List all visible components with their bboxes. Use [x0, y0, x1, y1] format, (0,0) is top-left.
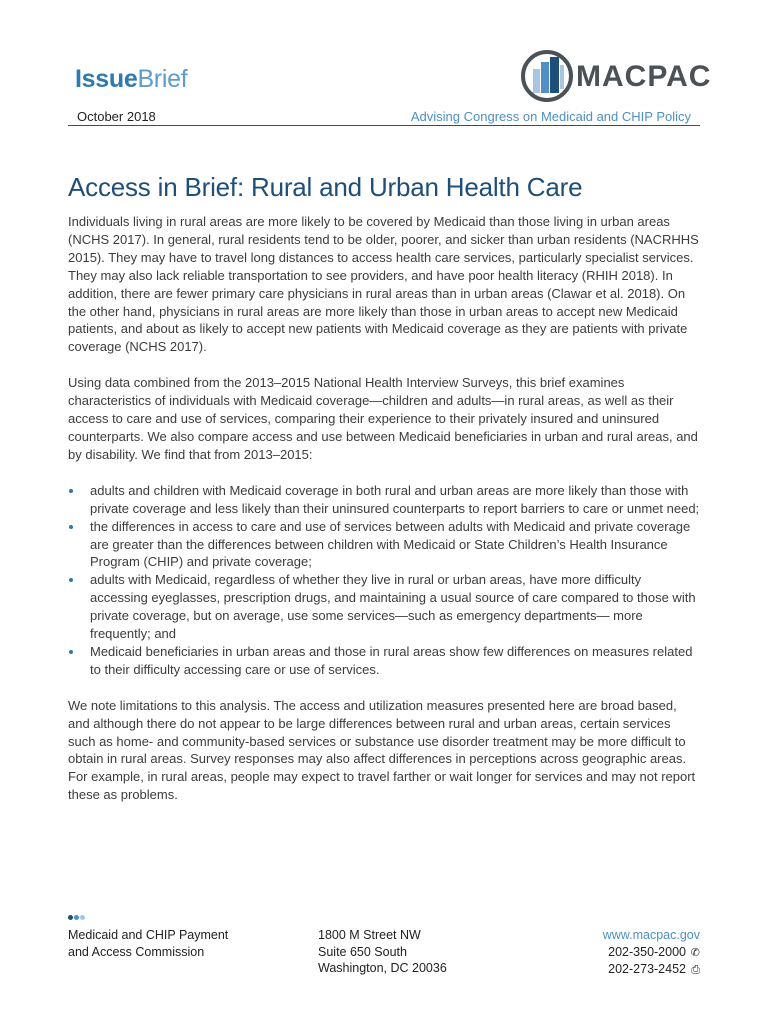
findings-list	[68, 482, 700, 679]
brand-brief: Brief	[137, 65, 188, 93]
finding-item: Medicaid beneficiaries in urban areas and those in rural areas show few differences on measures related to their difficulty accessing care or use of services.	[68, 643, 700, 679]
footer-dots	[68, 907, 86, 925]
page-title: Access in Brief: Rural and Urban Health Care	[68, 172, 583, 202]
footer-dot	[68, 915, 73, 920]
footer-organization	[68, 927, 228, 960]
macpac-wordmark: MACPAC	[576, 60, 712, 93]
website-link[interactable]: www.macpac.gov	[602, 928, 700, 942]
intro-paragraph: Individuals living in rural areas are more likely to be covered by Medicaid than those living in urban areas (NCHS 2017). In general, rural residents tend to be older, poorer, and sicker than urban residents (NACRHHS 2015). They may have to travel long distances to access health care services, particularly specialist services. They may also lack reliable transportation to see providers, and have poor health literacy (RHIH 2018). In addition, there are fewer primary care physicians in rural areas than in urban areas (Clawar et al. 2018). On the other hand, physicians in rural areas are more likely than those in urban areas to accept new Medicaid patients, and about as likely to accept new patients with Medicaid coverage as they are patients with private coverage (NCHS 2017).	[68, 214, 699, 355]
fax-icon: ⎙	[691, 964, 700, 976]
brand-issue: Issue	[75, 65, 138, 93]
fax-number: 202-273-2452	[608, 962, 686, 976]
address-line: 1800 M Street NW	[318, 928, 421, 942]
issue-date: October 2018	[77, 109, 156, 124]
footer-dot	[80, 915, 85, 920]
address-line: Washington, DC 20036	[318, 961, 447, 975]
org-line: Medicaid and CHIP Payment	[68, 928, 229, 942]
body-text	[68, 213, 700, 822]
finding-item: the differences in access to care and use of services between adults with Medicaid and private coverage are greater than the differences between children with Medicaid or State Children’s Health Insurance Program (CHIP) and private coverage;	[68, 518, 700, 572]
limitations-paragraph: We note limitations to this analysis. The access and utilization measures presented here are broad based, and although there do not appear to be large differences between rural and urban areas, certain services such as home- and community-based services or substance use disorder treatment may be more difficult to obtain in rural areas. Survey responses may also affect differences in perceptions across geographic areas. For example, in rural areas, people may expect to travel farther or wait longer for services and may not report these as problems.	[68, 697, 696, 803]
footer-address	[318, 927, 447, 977]
org-line: and Access Commission	[68, 944, 205, 959]
finding-item: adults with Medicaid, regardless of whether they live in rural or urban areas, have more difficulty accessing eyeglasses, prescription drugs, and maintaining a usual source of care compared to those with private coverage, but on average, use some services—such as emergency departments— more frequently; and	[68, 571, 700, 643]
tagline: Advising Congress on Medicaid and CHIP Policy	[410, 109, 691, 124]
footer-contact	[603, 927, 700, 979]
finding-item: adults and children with Medicaid coverage in both rural and urban areas are more likely than those with private coverage and less likely than their uninsured counterparts to report barriers to care or unmet need;	[68, 482, 700, 518]
phone-icon: ✆	[690, 946, 700, 959]
phone-number: 202-350-2000	[608, 944, 686, 959]
footer-dot	[74, 915, 79, 920]
issue-brief-brand	[75, 62, 187, 96]
header-divider	[68, 125, 700, 126]
methods-paragraph: Using data combined from the 2013–2015 National Health Interview Surveys, this brief examines characteristics of individuals with Medicaid coverage—children and adults—in rural areas, as well as their access to care and use of services, comparing their experience to their privately insured and uninsured counterparts. We also compare access and use between Medicaid beneficiaries in urban and rural areas, and by disability. We find that from 2013–2015:	[68, 375, 698, 462]
address-line: Suite 650 South	[318, 944, 407, 959]
